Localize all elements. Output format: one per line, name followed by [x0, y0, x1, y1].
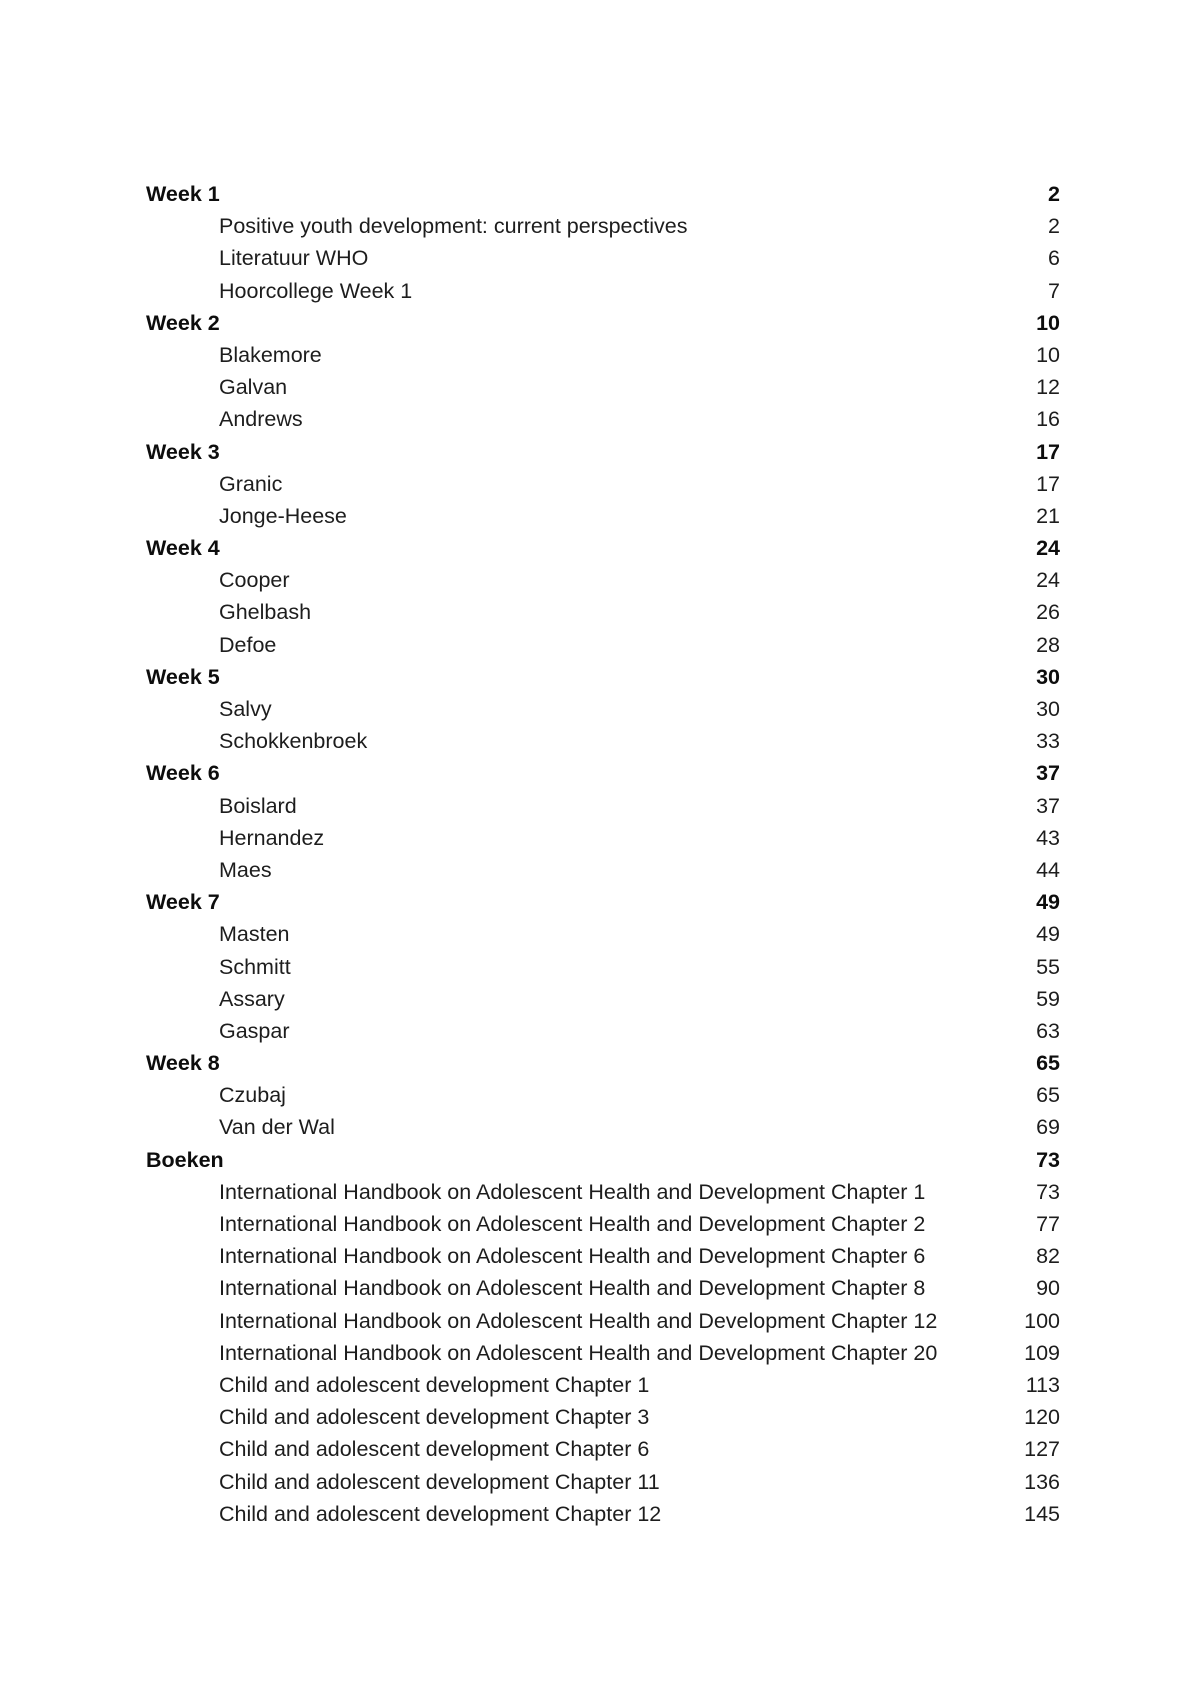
toc-entry-title: Ghelbash	[219, 600, 312, 625]
toc-entry-page-number: 28	[1036, 632, 1060, 657]
toc-entry-page-number: 2	[1048, 214, 1060, 239]
toc-entry-title: Masten	[219, 922, 290, 947]
toc-entry[interactable]	[146, 983, 1060, 1015]
toc-entry-page-number: 55	[1036, 954, 1060, 979]
toc-entry[interactable]	[146, 790, 1060, 822]
toc-entry-page-number: 12	[1036, 375, 1060, 400]
toc-entry-title: Hoorcollege Week 1	[219, 278, 413, 303]
toc-entry-page-number: 127	[1024, 1437, 1060, 1462]
toc-entry-title: Week 1	[146, 182, 220, 206]
toc-entry-title: Child and adolescent development Chapter 6	[219, 1437, 650, 1462]
toc-entry[interactable]	[146, 1498, 1060, 1530]
toc-entry[interactable]	[146, 210, 1060, 242]
toc-entry-page-number: 30	[1036, 697, 1060, 721]
toc-entry-title: Salvy	[219, 697, 272, 721]
toc-entry[interactable]	[146, 1337, 1060, 1369]
toc-entry-page-number: 63	[1036, 1018, 1060, 1043]
toc-section-entry[interactable]	[146, 436, 1060, 468]
toc-entry-title: International Handbook on Adolescent Health and Development Chapter 1	[219, 1179, 926, 1204]
toc-entry[interactable]	[146, 1305, 1060, 1337]
toc-entry-page-number: 21	[1036, 503, 1060, 528]
toc-entry[interactable]	[146, 500, 1060, 532]
toc-entry[interactable]	[146, 1079, 1060, 1111]
toc-entry-page-number: 100	[1024, 1308, 1060, 1333]
toc-entry-title: Child and adolescent development Chapter 12	[219, 1501, 662, 1526]
toc-section-entry[interactable]	[146, 757, 1060, 789]
toc-entry-page-number: 73	[1036, 1179, 1060, 1204]
table-of-contents	[146, 178, 1060, 1530]
toc-entry-title: Assary	[219, 986, 285, 1011]
toc-entry[interactable]	[146, 1369, 1060, 1401]
toc-section-entry[interactable]	[146, 307, 1060, 339]
toc-entry-page-number: 43	[1036, 825, 1060, 850]
toc-entry[interactable]	[146, 242, 1060, 274]
toc-section-entry[interactable]	[146, 1144, 1060, 1176]
toc-entry-page-number: 59	[1036, 986, 1060, 1011]
toc-entry[interactable]	[146, 1176, 1060, 1208]
toc-entry[interactable]	[146, 564, 1060, 596]
toc-entry-page-number: 65	[1036, 1051, 1060, 1076]
toc-entry[interactable]	[146, 822, 1060, 854]
toc-entry-page-number: 33	[1036, 729, 1060, 754]
toc-entry-page-number: 17	[1036, 471, 1060, 496]
toc-entry[interactable]	[146, 854, 1060, 886]
toc-entry-title: Defoe	[219, 632, 277, 657]
toc-entry-page-number: 10	[1036, 342, 1060, 367]
toc-entry[interactable]	[146, 1240, 1060, 1272]
toc-entry-title: Galvan	[219, 375, 288, 400]
toc-entry-title: Week 3	[146, 439, 220, 464]
toc-section-entry[interactable]	[146, 886, 1060, 918]
toc-entry-title: Week 2	[146, 310, 220, 335]
toc-entry-title: Week 6	[146, 761, 220, 786]
toc-entry-title: Gaspar	[219, 1018, 290, 1043]
toc-entry-page-number: 49	[1036, 890, 1060, 915]
toc-entry-title: Literatuur WHO	[219, 246, 369, 271]
toc-entry-title: Granic	[219, 471, 283, 496]
toc-entry-title: International Handbook on Adolescent Health and Development Chapter 2	[219, 1212, 926, 1236]
toc-entry-title: International Handbook on Adolescent Health and Development Chapter 20	[219, 1340, 938, 1365]
toc-entry-title: Week 8	[146, 1051, 220, 1076]
toc-entry-title: Boislard	[219, 793, 297, 818]
toc-entry-page-number: 77	[1036, 1212, 1060, 1236]
toc-entry-title: Andrews	[219, 407, 303, 432]
toc-entry-title: Cooper	[219, 568, 290, 593]
toc-entry-title: Jonge-Heese	[219, 503, 347, 528]
toc-entry-page-number: 37	[1036, 761, 1060, 786]
toc-entry[interactable]	[146, 1466, 1060, 1498]
toc-entry-title: Child and adolescent development Chapter 1	[219, 1372, 650, 1397]
toc-entry-title: International Handbook on Adolescent Health and Development Chapter 6	[219, 1244, 926, 1269]
toc-entry[interactable]	[146, 371, 1060, 403]
toc-entry-title: Czubaj	[219, 1083, 286, 1108]
toc-entry-page-number: 113	[1025, 1372, 1060, 1397]
toc-entry[interactable]	[146, 275, 1060, 307]
toc-section-entry[interactable]	[146, 178, 1060, 210]
toc-entry-title: International Handbook on Adolescent Health and Development Chapter 8	[219, 1276, 926, 1301]
toc-entry-page-number: 24	[1036, 568, 1060, 593]
toc-entry-page-number: 69	[1036, 1115, 1060, 1140]
toc-entry-page-number: 120	[1024, 1405, 1060, 1430]
toc-entry[interactable]	[146, 629, 1060, 661]
toc-entry[interactable]	[146, 1111, 1060, 1143]
toc-entry-page-number: 65	[1036, 1083, 1060, 1108]
toc-entry-title: Schmitt	[219, 954, 291, 979]
toc-entry-title: Positive youth development: current perspectives	[219, 214, 688, 239]
toc-entry-page-number: 37	[1036, 793, 1060, 818]
toc-entry-page-number: 109	[1024, 1340, 1060, 1365]
toc-entry-page-number: 44	[1036, 857, 1060, 882]
toc-entry-title: Van der Wal	[219, 1115, 335, 1140]
toc-entry-page-number: 6	[1048, 246, 1060, 271]
toc-entry[interactable]	[146, 951, 1060, 983]
toc-entry[interactable]	[146, 1401, 1060, 1433]
toc-entry-title: Hernandez	[219, 825, 325, 850]
toc-entry[interactable]	[146, 596, 1060, 628]
toc-entry-title: Week 4	[146, 536, 220, 561]
toc-entry-page-number: 24	[1036, 536, 1060, 561]
toc-entry-page-number: 90	[1036, 1276, 1060, 1301]
toc-entry-page-number: 10	[1036, 310, 1060, 335]
toc-section-entry[interactable]	[146, 532, 1060, 564]
toc-entry-title: Maes	[219, 857, 272, 882]
toc-entry-page-number: 136	[1024, 1469, 1060, 1494]
toc-entry[interactable]	[146, 918, 1060, 950]
toc-entry-page-number: 30	[1036, 664, 1060, 689]
toc-section-entry[interactable]	[146, 1047, 1060, 1079]
toc-entry-page-number: 26	[1036, 600, 1060, 625]
toc-entry-title: Schokkenbroek	[219, 729, 368, 754]
toc-entry-page-number: 49	[1036, 922, 1060, 947]
toc-entry[interactable]	[146, 693, 1060, 725]
toc-entry-title: Child and adolescent development Chapter 11	[219, 1469, 660, 1494]
toc-entry-page-number: 82	[1036, 1244, 1060, 1269]
toc-entry-title: Boeken	[146, 1147, 224, 1172]
toc-section-entry[interactable]	[146, 661, 1060, 693]
toc-entry-title: International Handbook on Adolescent Health and Development Chapter 12	[219, 1308, 938, 1333]
toc-entry-page-number: 16	[1036, 407, 1060, 432]
toc-entry-page-number: 73	[1036, 1147, 1060, 1172]
toc-entry[interactable]	[146, 339, 1060, 371]
toc-entry[interactable]	[146, 1272, 1060, 1304]
toc-entry-title: Child and adolescent development Chapter 3	[219, 1405, 650, 1430]
toc-entry-title: Week 7	[146, 890, 220, 915]
toc-entry[interactable]	[146, 1208, 1060, 1240]
toc-entry[interactable]	[146, 403, 1060, 435]
toc-entry-page-number: 7	[1048, 278, 1060, 303]
toc-entry-title: Blakemore	[219, 342, 322, 367]
toc-entry-page-number: 2	[1048, 182, 1060, 206]
toc-entry[interactable]	[146, 468, 1060, 500]
toc-entry[interactable]	[146, 1015, 1060, 1047]
toc-entry-page-number: 145	[1024, 1501, 1060, 1526]
toc-entry-page-number: 17	[1036, 439, 1060, 464]
toc-entry-title: Week 5	[146, 664, 220, 689]
toc-entry[interactable]	[146, 1433, 1060, 1465]
toc-entry[interactable]	[146, 725, 1060, 757]
